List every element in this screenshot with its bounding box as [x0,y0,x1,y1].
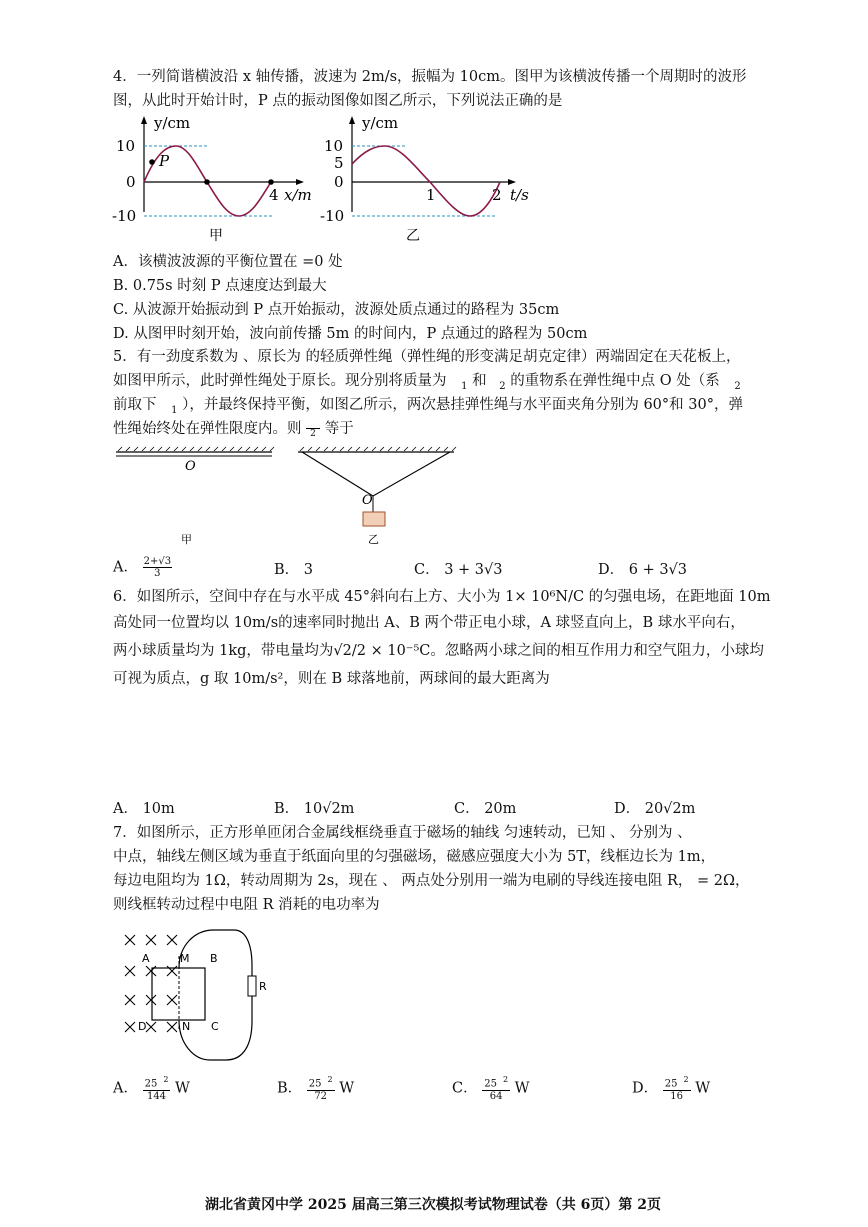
q7-line4: 则线框转动过程中电阻 R 消耗的电功率为 [113,897,380,913]
q5-option-a-num: 2+√3 [143,556,172,567]
q5-line3 [113,395,743,421]
q7-option-a-num: 25 [144,1078,158,1090]
q7-option-a-den: 144 [146,1091,167,1103]
fig-b-tick-1: 1 [426,186,436,204]
q5-sub-1b: 1 [171,404,178,416]
q5-line1: 5．有一劲度系数为 、原长为 的轻质弹性绳（弹性绳的形变满足胡克定律）两端固定在天花板上， [113,349,741,365]
fig-a-tick-0: 0 [126,173,136,191]
q7-option-b-num: 25 [308,1078,322,1090]
q5-option-a [113,556,172,579]
q5-line2-a: 如图甲所示，此时弹性绳处于原长。现分别将质量为 [113,373,447,389]
q7-option-c-unit: W [514,1080,530,1097]
q7-option-b [277,1074,354,1103]
q6-option-d: D． 20√2m [614,801,696,817]
q7-option-d-unit: W [695,1080,711,1097]
q7-figure [114,926,274,1066]
q7-option-c-label: C． [452,1080,478,1097]
q5-line4 [113,419,354,439]
q5-option-b: B． 3 [274,562,313,578]
q5-fig-b-caption: 乙 [368,533,379,546]
q7-option-d-sup: 2 [683,1075,689,1084]
q5-sub-1: 1 [461,380,468,392]
q6-option-c: C． 20m [454,801,517,817]
q5-figure-a [112,446,282,546]
fig-b-tick-10: 10 [324,137,344,155]
q4-option-d: D. 从图甲时刻开始，波向前传播 5m 的时间内，P 点通过的路程为 50cm [113,326,588,342]
q4-line1: 4．一列简谐横波沿 x 轴传播，波速为 2m/s，振幅为 10cm。图甲为该横波传播一个周期时的波形 [113,69,747,85]
q5-line3-a: 前取下 [113,397,157,413]
fig-a-xlabel: x/m [284,186,312,204]
q7-label-b: B [210,952,218,965]
q7-option-b-sup: 2 [327,1075,333,1084]
q4-figure-a [112,112,312,250]
fig-b-ylabel: y/cm [362,114,399,132]
fig-a-caption: 甲 [209,228,223,244]
q7-option-a-sup: 2 [163,1075,169,1084]
q7-option-a [113,1074,190,1103]
q7-option-d [632,1074,710,1103]
q6-option-a: A． 10m [113,801,175,817]
q5-frac-den: 2 [310,429,316,439]
q7-option-c-num: 25 [484,1078,497,1090]
q5-option-a-den: 3 [154,568,161,579]
q5-line4-b: 等于 [324,421,354,437]
q7-option-c-den: 64 [489,1091,503,1103]
q5-option-c: C． 3 + 3√3 [414,562,503,578]
fig-b-tick-0: 0 [334,173,344,191]
q7-line3: 每边电阻均为 1Ω，转动周期为 2s，现在 、 两点处分别用一端为电刷的导线连接电阻 R， = 2Ω， [113,873,750,889]
fig-b-tick-m10: -10 [320,207,345,225]
fig-a-ylabel: y/cm [154,114,191,132]
q7-option-d-den: 16 [670,1091,684,1103]
q7-option-c-sup: 2 [502,1075,509,1084]
q7-option-a-unit: W [175,1080,190,1097]
q7-option-b-unit: W [339,1080,355,1097]
q5-fig-a-caption: 甲 [181,533,192,546]
q7-option-a-label: A． [113,1080,138,1097]
q4-option-c: C. 从波源开始振动到 P 点开始振动，波源处质点通过的路程为 35cm [113,302,560,318]
q7-line2: 中点，轴线左侧区域为垂直于纸面向里的匀强磁场，磁感应强度大小为 5T，线框边长为 1m， [113,849,716,865]
q7-label-r: R [259,980,267,993]
q7-label-m: M [180,952,190,965]
fig-b-caption: 乙 [406,228,420,244]
q5-line4-a: 性绳始终处在弹性限度内。则 [113,421,302,437]
q4-option-b: B. 0.75s 时刻 P 点速度达到最大 [113,278,327,294]
q5-sub-2b: 2 [734,380,741,392]
q5-option-d: D． 6 + 3√3 [598,562,688,578]
q4-figure-b [320,112,540,250]
q6-line3: 两小球质量均为 1kg，带电量均为√2/2 × 10⁻⁵C。忽略两小球之间的相互作用力和空气阻力，小球均 [113,643,764,659]
fig-b-tick-2: 2 [492,186,502,204]
q4-line2: 图，从此时开始计时，P 点的振动图像如图乙所示，下列说法正确的是 [113,93,563,109]
q7-line1: 7．如图所示，正方形单匝闭合金属线框绕垂直于磁场的轴线 匀速转动，已知 、 分别为 、 [113,825,692,841]
q5-fig-b-o: O [362,493,373,508]
q5-line2-b: 和 [472,373,487,389]
fig-b-xlabel: t/s [510,186,529,204]
q5-line3-b: ），并最终保持平衡，如图乙所示，两次悬挂弹性绳与水平面夹角分别为 60°和 30°，弹 [182,397,743,413]
q5-sub-2: 2 [499,380,506,392]
q6-option-b: B． 10√2m [274,801,355,817]
q6-line1: 6．如图所示，空间中存在与水平成 45°斜向右上方、大小为 1× 10⁶N/C 的匀强电场，在距地面 10m [113,589,771,605]
q7-option-d-num: 25 [664,1078,678,1090]
q7-label-d: D [138,1020,147,1033]
q5-line2 [113,371,741,397]
q5-figure-b [294,446,464,546]
q5-line2-c: 的重物系在弹性绳中点 O 处（系 [510,373,720,389]
fig-a-tick-m10: -10 [112,207,137,225]
fig-b-tick-5: 5 [334,154,344,172]
q7-option-b-label: B． [277,1080,303,1097]
q7-label-n: N [182,1020,191,1033]
q7-option-d-label: D． [632,1080,659,1097]
q4-option-a: A．该横波波源的平衡位置在 =0 处 [113,254,343,270]
q7-label-a: A [142,952,150,965]
q5-fig-a-o: O [185,459,196,474]
q6-line2: 高处同一位置均以 10m/s的速率同时抛出 A、B 两个带正电小球，A 球竖直向上，B 球水平向右， [113,615,745,631]
fig-a-tick-4: 4 [269,186,279,204]
q7-label-c: C [211,1020,219,1033]
q5-option-a-label: A． [113,559,138,576]
q7-option-c [452,1074,530,1103]
q6-line4: 可视为质点，g 取 10m/s²，则在 B 球落地前，两球间的最大距离为 [113,671,550,687]
page-footer: 湖北省黄冈中学 2025 届高三第三次模拟考试物理试卷（共 6页）第 2页 [205,1197,661,1213]
q7-option-b-den: 72 [314,1091,328,1103]
fig-a-tick-10: 10 [116,137,136,155]
fig-a-point-p: P [159,152,170,170]
